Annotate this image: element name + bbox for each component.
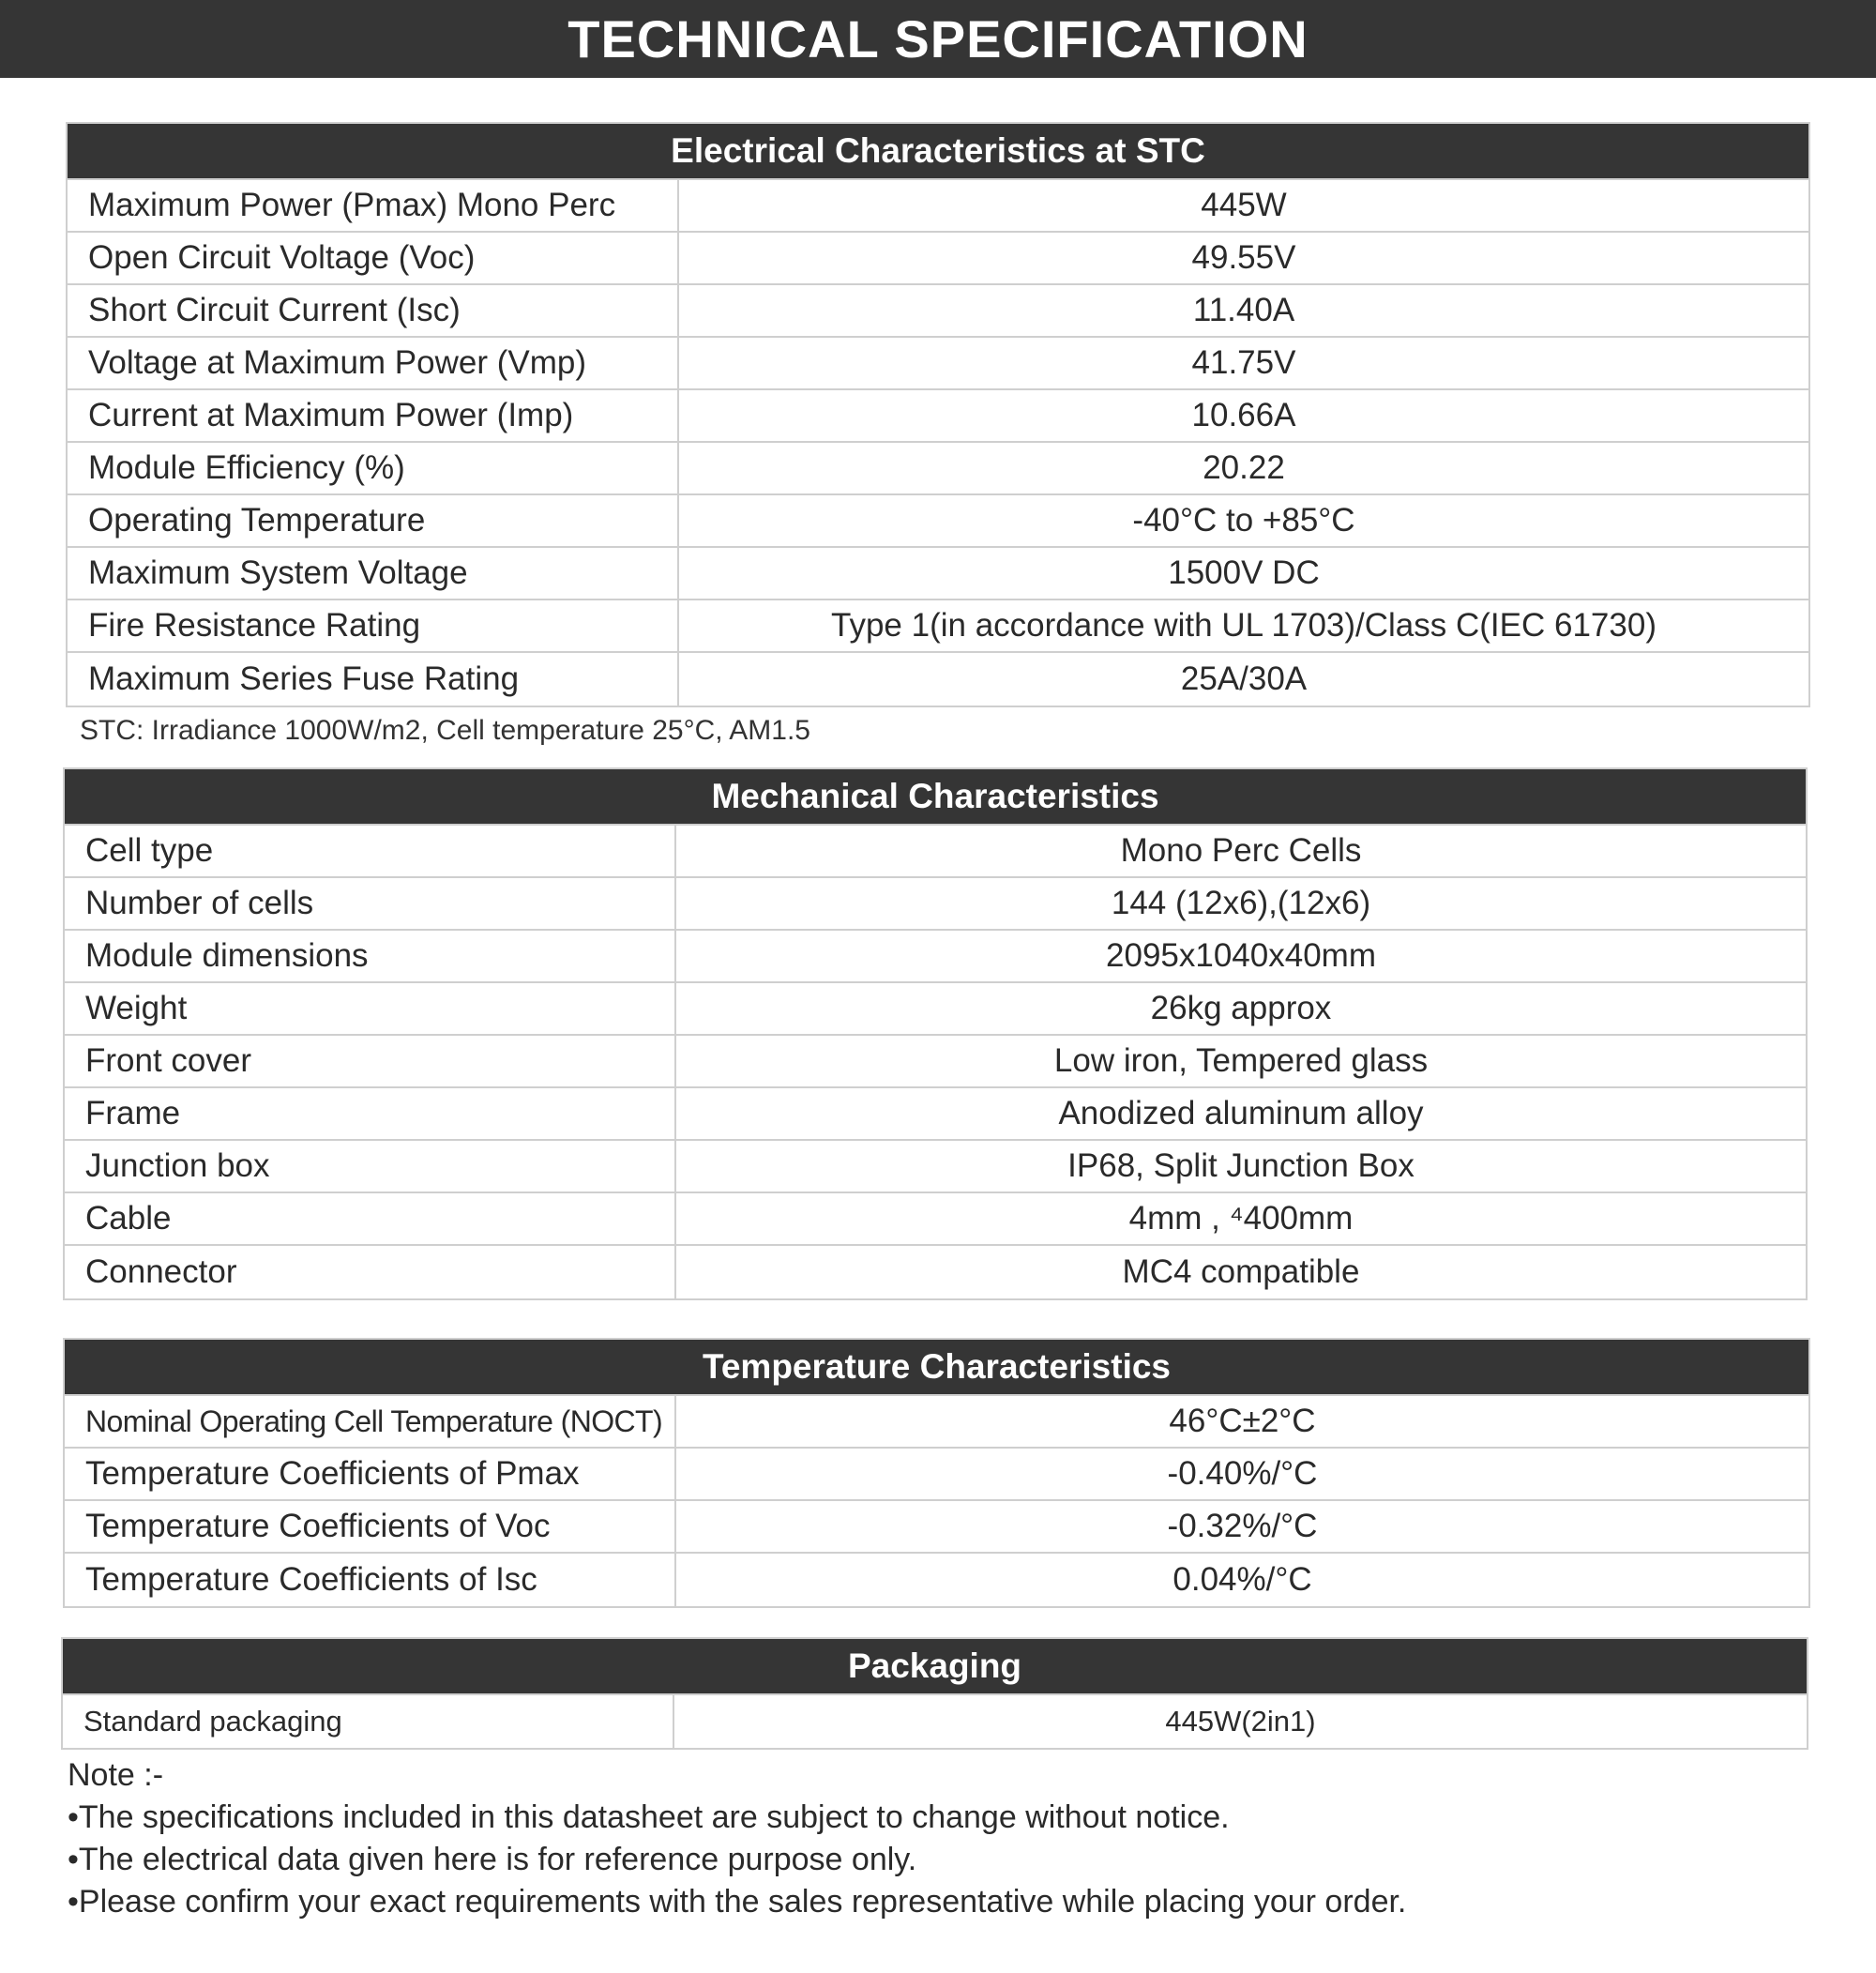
table-row — [65, 931, 1806, 983]
table-row — [68, 338, 1808, 390]
row-value: 20.22 — [1203, 449, 1285, 486]
row-value: 49.55V — [1191, 239, 1296, 276]
table-row — [63, 1695, 1807, 1748]
table-row — [68, 548, 1808, 600]
row-label: Junction box — [65, 1141, 676, 1191]
row-value: 445W — [1201, 187, 1287, 223]
row-value: 0.04%/°C — [1172, 1561, 1312, 1598]
row-value: IP68, Split Junction Box — [1067, 1147, 1415, 1184]
row-label: Nominal Operating Cell Temperature (NOCT) — [65, 1396, 676, 1447]
row-value: 25A/30A — [1180, 660, 1308, 697]
row-value: -0.40%/°C — [1167, 1455, 1318, 1492]
row-value: 2095x1040x40mm — [1106, 937, 1376, 974]
row-label: Current at Maximum Power (Imp) — [68, 390, 679, 441]
row-value: 4mm , ⁴400mm — [1128, 1200, 1354, 1237]
table-row — [65, 826, 1806, 878]
row-label: Front cover — [65, 1036, 676, 1086]
row-label: Maximum Series Fuse Rating — [68, 653, 679, 706]
row-label: Number of cells — [65, 878, 676, 929]
row-value: MC4 compatible — [1122, 1253, 1360, 1290]
page-title: TECHNICAL SPECIFICATION — [0, 0, 1876, 78]
temperature-heading: Temperature Characteristics — [65, 1340, 1808, 1396]
table-row — [68, 443, 1808, 495]
table-row — [65, 1193, 1806, 1246]
row-value: 41.75V — [1191, 344, 1296, 381]
table-row — [65, 1036, 1806, 1088]
row-label: Connector — [65, 1246, 676, 1298]
table-row — [65, 1141, 1806, 1193]
packaging-heading: Packaging — [63, 1639, 1807, 1695]
row-value: 1500V DC — [1168, 554, 1320, 591]
temperature-table — [63, 1338, 1810, 1608]
notes — [68, 1754, 1406, 1923]
row-label: Standard packaging — [63, 1695, 674, 1748]
electrical-table — [66, 122, 1810, 707]
row-label: Voltage at Maximum Power (Vmp) — [68, 338, 679, 388]
table-row — [68, 390, 1808, 443]
table-row — [65, 1246, 1806, 1298]
table-row — [65, 1501, 1808, 1554]
table-row — [65, 1449, 1808, 1501]
row-value: 46°C±2°C — [1169, 1403, 1316, 1439]
packaging-table — [61, 1637, 1808, 1750]
mechanical-heading: Mechanical Characteristics — [65, 769, 1806, 826]
row-label: Temperature Coefficients of Pmax — [65, 1449, 676, 1499]
table-row — [65, 1396, 1808, 1449]
row-label: Maximum System Voltage — [68, 548, 679, 599]
mechanical-table — [63, 767, 1808, 1300]
row-label: Open Circuit Voltage (Voc) — [68, 233, 679, 283]
table-row — [68, 495, 1808, 548]
table-row — [68, 600, 1808, 653]
note-item: •Please confirm your exact requirements with the sales representative while placing your order. — [68, 1884, 1407, 1920]
row-label: Weight — [65, 983, 676, 1034]
stc-footnote: STC: Irradiance 1000W/m2, Cell temperature 25°C, AM1.5 — [80, 715, 810, 746]
row-value: 10.66A — [1191, 397, 1296, 433]
row-label: Operating Temperature — [68, 495, 679, 546]
row-value: Low iron, Tempered glass — [1053, 1042, 1429, 1079]
row-label: Cable — [65, 1193, 676, 1244]
table-row — [65, 1088, 1806, 1141]
row-label: Module Efficiency (%) — [68, 443, 679, 493]
row-label: Temperature Coefficients of Isc — [65, 1554, 676, 1606]
row-label: Cell type — [65, 826, 676, 876]
note-item: •The specifications included in this datasheet are subject to change without notice. — [68, 1799, 1230, 1835]
notes-heading: Note :- — [68, 1757, 164, 1793]
table-row — [68, 180, 1808, 233]
table-row — [68, 233, 1808, 285]
row-label: Module dimensions — [65, 931, 676, 981]
row-label: Fire Resistance Rating — [68, 600, 679, 651]
row-label: Maximum Power (Pmax) Mono Perc — [68, 180, 679, 231]
table-row — [68, 653, 1808, 706]
table-row — [65, 878, 1806, 931]
row-label: Short Circuit Current (Isc) — [68, 285, 679, 336]
row-value: -0.32%/°C — [1167, 1508, 1318, 1544]
row-label: Frame — [65, 1088, 676, 1139]
table-row — [65, 1554, 1808, 1606]
row-value: 445W(2in1) — [1165, 1705, 1316, 1738]
table-row — [68, 285, 1808, 338]
electrical-heading: Electrical Characteristics at STC — [68, 124, 1808, 180]
row-value: 144 (12x6),(12x6) — [1111, 885, 1371, 921]
row-label: Temperature Coefficients of Voc — [65, 1501, 676, 1552]
note-item: •The electrical data given here is for reference purpose only. — [68, 1842, 917, 1877]
row-value: 26kg approx — [1150, 990, 1332, 1026]
row-value: Type 1(in accordance with UL 1703)/Class C(IEC 61730) — [831, 607, 1657, 644]
row-value: Anodized aluminum alloy — [1058, 1095, 1424, 1131]
row-value: -40°C to +85°C — [1132, 502, 1355, 539]
table-row — [65, 983, 1806, 1036]
row-value: Mono Perc Cells — [1120, 832, 1362, 869]
row-value: 11.40A — [1192, 292, 1295, 328]
